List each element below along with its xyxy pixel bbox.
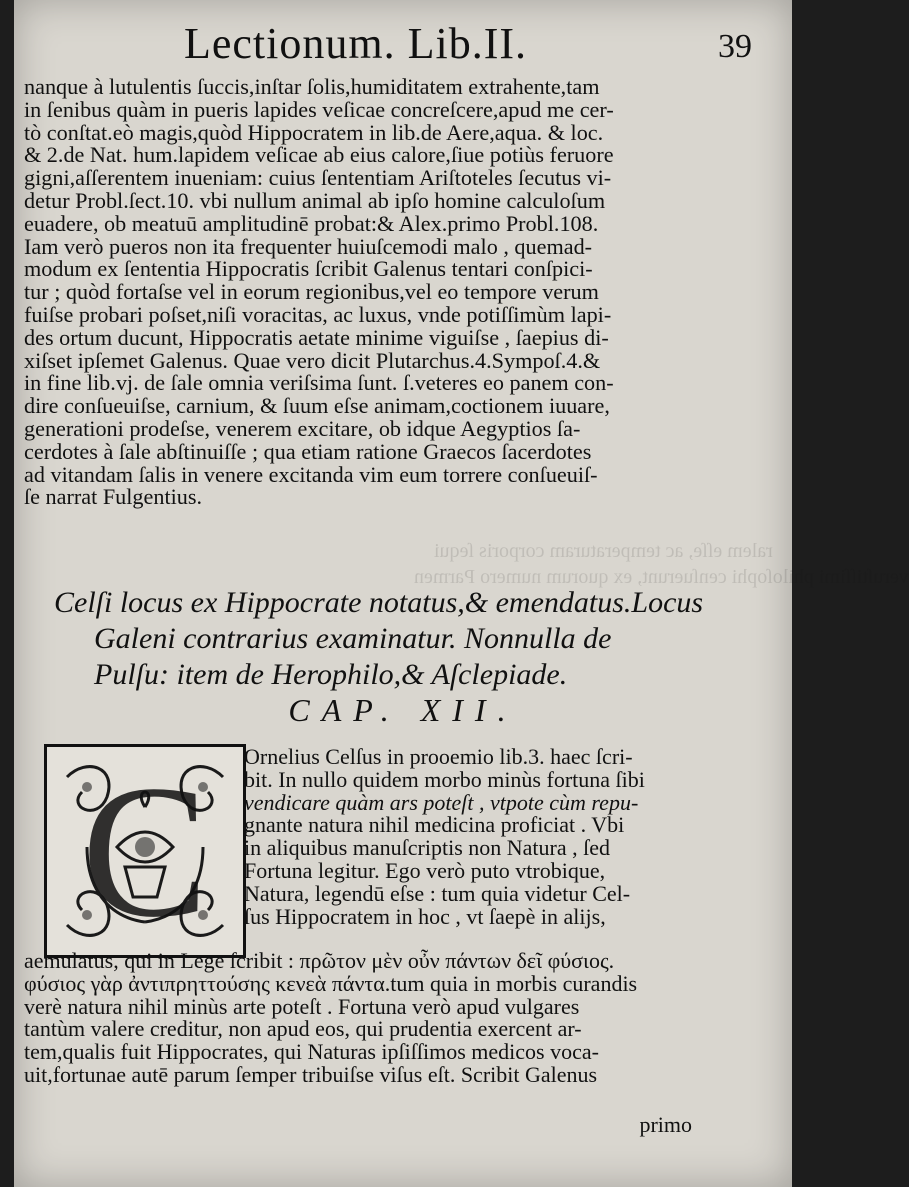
text-line: ad vitandam ſalis in venere excitanda vim eum torrere conſueuiſ- (24, 461, 598, 487)
text-line: vendicare quàm ars poteſt , vtpote cùm repu- (244, 789, 639, 815)
text-line: dire conſueuiſse, carnium, & ſuum eſse animam,coctionem iuuare, (24, 393, 610, 419)
bleed-through: ralem eſſe, ac temperaturam corporis ſequi (434, 540, 773, 562)
text-line: des ortum ducunt, Hippocratis aetate minime viguiſse , ſaepius di- (24, 324, 609, 350)
decorated-initial (44, 744, 246, 958)
text-line: fuiſse probari poſset,niſi voracitas, ac luxus, vnde potiſſimùm lapi- (24, 301, 612, 327)
text-line: tem,qualis fuit Hippocrates, qui Naturas ipſiſſimos medicos voca- (24, 1039, 599, 1065)
running-title: Lectionum. Lib.II. (184, 19, 528, 68)
text-line: Natura, legendū eſse : tum quia videtur Cel- (244, 880, 631, 906)
text-line: in ſenibus quàm in pueris lapides veſicae concreſcere,apud me cer- (24, 96, 614, 122)
text-line: in aliquibus manuſcriptis non Natura , ſed (244, 835, 610, 861)
heading-line: Celſi locus ex Hippocrate notatus,& emendatus.Locus (54, 586, 704, 619)
text-line: bit. In nullo quidem morbo minùs fortuna ſibi (244, 766, 645, 792)
text-line: aemulatus, qui in Lege ſcribit : πρῶτον μὲν οὖν πάντων δεῖ φύσιος. (24, 948, 615, 973)
text-line: cerdotes à ſale abſtinuiſſe ; qua etiam ratione Graecos ſacerdotes (24, 438, 592, 464)
bleed-through: veruſtiſſimi philoſophi cenſuerunt, ex quorum numero Parmen (414, 566, 909, 588)
text-line: in fine lib.vj. de ſale omnia veriſsima ſunt. ſ.veteres eo panem con- (24, 370, 614, 396)
text-line: tantùm valere creditur, non apud eos, qui prudentia exercent ar- (24, 1016, 582, 1042)
text-line: ſe narrat Fulgentius. (24, 484, 203, 510)
text-line: ſus Hippocratem in hoc , vt ſaepè in alijs, (244, 903, 606, 929)
paragraph-1 (24, 76, 784, 509)
text-line: Iam verò pueros non ita frequenter huiuſcemodi malo , quemad- (24, 233, 593, 259)
text-line: uit,fortunae autē parum ſemper tribuiſse viſus eſt. Scribit Galenus (24, 1061, 598, 1087)
text-line: modum ex ſententia Hippocratis ſcribit Galenus tentari conſpici- (24, 256, 593, 282)
book-page (14, 0, 909, 1187)
text-line: Ornelius Celſus in prooemio lib.3. haec ſcri- (244, 744, 633, 769)
text-line: & 2.de Nat. hum.lapidem veſicae ab eius calore,ſiue potiùs feruore (24, 142, 614, 168)
text-line: tò conſtat.eò magis,quòd Hippocratem in lib.de Aere,aqua. & loc. (24, 119, 604, 145)
text-line: xiſset ipſemet Galenus. Quae vero dicit Plutarchus.4.Sympoſ.4.& (24, 347, 601, 373)
text-line: generationi prodeſse, venerem excitare, ob idque Aegyptios ſa- (24, 415, 581, 441)
page-number: 39 (718, 28, 752, 65)
paragraph-3 (24, 950, 784, 1087)
text-line: Fortuna legitur. Ego verò puto vtrobique, (244, 857, 606, 883)
text-line: detur Probl.ſect.10. vbi nullum animal ab ipſo homine calculoſum (24, 187, 606, 213)
catchword: primo (639, 1112, 692, 1137)
page-header (174, 18, 752, 78)
text-line: euadere, ob meatuū amplitudinē probat:& Alex.primo Probl.108. (24, 210, 599, 236)
text-line: nanque à lutulentis ſuccis,inſtar ſolis,humiditatem extrahente,tam (24, 74, 600, 99)
chapter-heading (54, 585, 762, 693)
chapter-number: CAP. XII. (288, 692, 518, 728)
text-line: tur ; quòd fortaſse vel in eorum regionibus,vel eo tempore verum (24, 279, 599, 305)
initial-letter: C (81, 747, 209, 957)
heading-line: Galeni contrarius examinatur. Nonnulla de (94, 622, 612, 655)
text-line: gnante natura nihil medicina proficiat . Vbi (244, 812, 625, 838)
text-line: φύσιος γὰρ ἀντιπρηττούσης κενεὰ πάντα.tum quia in morbis curandis (24, 970, 638, 996)
text-line: gigni,aſſerentem inueniam: cuius ſententiam Ariſtoteles ſecutus vi- (24, 165, 612, 191)
heading-line: Pulſu: item de Herophilo,& Aſclepiade. (94, 658, 568, 691)
text-line: verè natura nihil minùs arte poteſt . Fortuna verò apud vulgares (24, 993, 580, 1019)
paragraph-2 (244, 746, 784, 928)
